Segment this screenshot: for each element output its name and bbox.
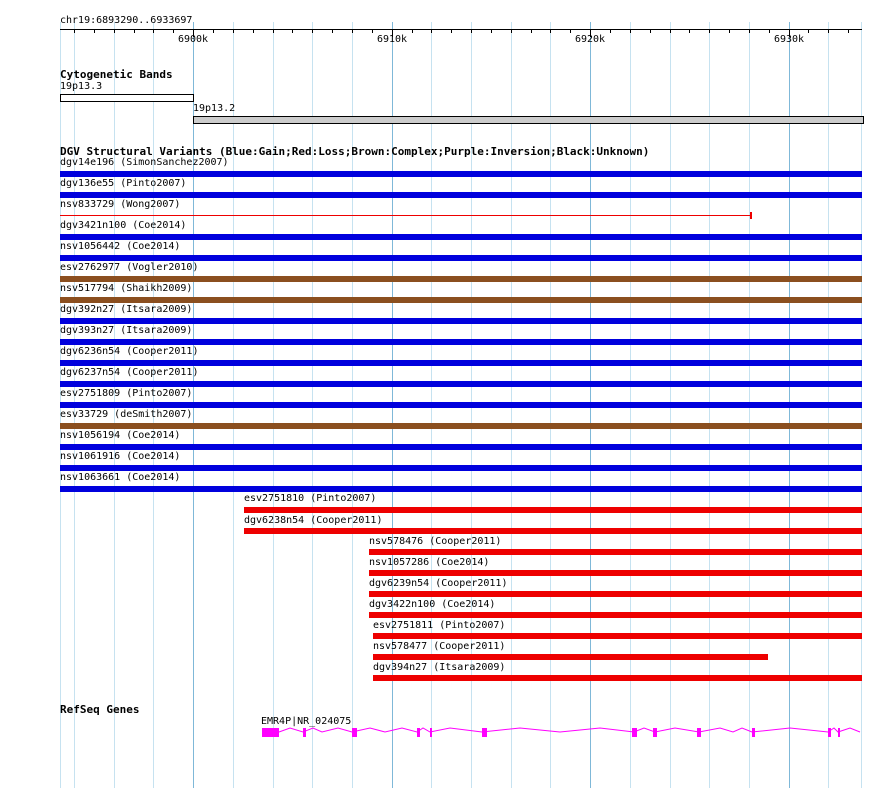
- variant-label: dgv394n27 (Itsara2009): [373, 662, 506, 673]
- ruler-tick: [74, 29, 75, 33]
- ruler-tick-label: 6930k: [773, 34, 805, 45]
- variant-bar[interactable]: [60, 465, 862, 471]
- variant-bar[interactable]: [369, 591, 862, 597]
- variant-bar[interactable]: [60, 423, 862, 429]
- variant-bar[interactable]: [60, 444, 862, 450]
- ruler-tick: [213, 29, 214, 33]
- ruler-tick: [273, 29, 274, 33]
- variant-label: esv2751809 (Pinto2007): [60, 388, 193, 399]
- ruler-tick: [114, 29, 115, 33]
- ruler-tick-label: 6920k: [574, 34, 606, 45]
- variant-label: esv2751811 (Pinto2007): [373, 620, 506, 631]
- ruler-range-label: chr19:6893290..6933697: [60, 15, 193, 26]
- variant-label: nsv1063661 (Coe2014): [60, 472, 181, 483]
- variant-label: nsv578476 (Cooper2011): [369, 536, 502, 547]
- ruler-tick: [670, 29, 671, 33]
- ruler-tick: [511, 29, 512, 33]
- ruler-tick: [749, 29, 750, 33]
- variant-bar[interactable]: [60, 297, 862, 303]
- ruler-tick: [134, 29, 135, 33]
- ruler-tick: [630, 29, 631, 33]
- ruler-tick: [352, 29, 353, 33]
- variant-label: dgv3422n100 (Coe2014): [369, 599, 496, 610]
- variant-bar[interactable]: [373, 675, 862, 681]
- variant-label: dgv14e196 (SimonSanchez2007): [60, 157, 229, 168]
- ruler-tick: [650, 29, 651, 33]
- ruler-tick: [689, 29, 690, 33]
- ruler-tick: [570, 29, 571, 33]
- variant-bar[interactable]: [244, 528, 862, 534]
- ruler-tick: [412, 29, 413, 33]
- ruler-tick: [431, 29, 432, 33]
- ruler-tick: [292, 29, 293, 33]
- variant-bar[interactable]: [60, 192, 862, 198]
- cytoband-label: 19p13.2: [193, 103, 236, 114]
- ruler-tick: [332, 29, 333, 33]
- ruler-tick: [94, 29, 95, 33]
- variant-label: nsv833729 (Wong2007): [60, 199, 181, 210]
- ruler-tick: [491, 29, 492, 33]
- variant-label: nsv1056442 (Coe2014): [60, 241, 181, 252]
- variant-label: nsv1056194 (Coe2014): [60, 430, 181, 441]
- ruler-tick: [372, 29, 373, 33]
- variant-line-end-cap: [750, 212, 752, 219]
- variant-label: dgv6239n54 (Cooper2011): [369, 578, 508, 589]
- variant-bar[interactable]: [60, 360, 862, 366]
- variant-bar[interactable]: [60, 402, 862, 408]
- variant-label: nsv517794 (Shaikh2009): [60, 283, 193, 294]
- ruler-tick: [550, 29, 551, 33]
- variant-label: dgv3421n100 (Coe2014): [60, 220, 187, 231]
- variant-bar[interactable]: [373, 654, 768, 660]
- variant-bar[interactable]: [60, 381, 862, 387]
- variant-label: dgv6238n54 (Cooper2011): [244, 515, 383, 526]
- variant-bar[interactable]: [60, 276, 862, 282]
- variant-bar[interactable]: [60, 318, 862, 324]
- variant-label: dgv136e55 (Pinto2007): [60, 178, 187, 189]
- cytoband-track-title[interactable]: Cytogenetic Bands: [60, 68, 173, 81]
- variant-bar[interactable]: [60, 486, 862, 492]
- variant-bar[interactable]: [60, 255, 862, 261]
- ruler-tick: [153, 29, 154, 33]
- variant-bar[interactable]: [244, 507, 862, 513]
- ruler-tick: [471, 29, 472, 33]
- gene-label: EMR4P|NR_024075: [261, 716, 352, 727]
- cytoband-19p13-2[interactable]: [193, 116, 864, 124]
- ruler-tick: [451, 29, 452, 33]
- variant-label: nsv1057286 (Coe2014): [369, 557, 490, 568]
- cytoband-19p13-3[interactable]: [60, 94, 194, 102]
- ruler-tick: [312, 29, 313, 33]
- variant-label: esv2762977 (Vogler2010): [60, 262, 199, 273]
- ruler-tick: [729, 29, 730, 33]
- ruler-axis: [60, 29, 862, 30]
- ruler-tick: [828, 29, 829, 33]
- variant-label: nsv1061916 (Coe2014): [60, 451, 181, 462]
- ruler-tick: [233, 29, 234, 33]
- ruler-tick: [173, 29, 174, 33]
- ruler-tick: [531, 29, 532, 33]
- refseq-track-title[interactable]: RefSeq Genes: [60, 703, 140, 716]
- variant-bar[interactable]: [373, 633, 862, 639]
- variant-bar[interactable]: [60, 234, 862, 240]
- ruler-tick: [253, 29, 254, 33]
- variant-label: esv2751810 (Pinto2007): [244, 493, 377, 504]
- gene-model-emr4p[interactable]: [0, 724, 890, 744]
- ruler-tick: [709, 29, 710, 33]
- ruler-tick-label: 6900k: [177, 34, 209, 45]
- variant-bar[interactable]: [369, 612, 862, 618]
- variant-line[interactable]: [60, 215, 750, 216]
- variant-label: dgv6236n54 (Cooper2011): [60, 346, 199, 357]
- ruler-tick: [848, 29, 849, 33]
- variant-label: dgv6237n54 (Cooper2011): [60, 367, 199, 378]
- ruler-tick: [769, 29, 770, 33]
- cytoband-label: 19p13.3: [60, 81, 103, 92]
- ruler-tick: [808, 29, 809, 33]
- variant-label: esv33729 (deSmith2007): [60, 409, 193, 420]
- variant-label: dgv392n27 (Itsara2009): [60, 304, 193, 315]
- variant-label: nsv578477 (Cooper2011): [373, 641, 506, 652]
- variant-bar[interactable]: [369, 549, 862, 555]
- dgv-track-title[interactable]: DGV Structural Variants (Blue:Gain;Red:Loss;Brown:Complex;Purple:Inversion;Black:Unknown): [60, 145, 650, 158]
- variant-bar[interactable]: [369, 570, 862, 576]
- variant-label: dgv393n27 (Itsara2009): [60, 325, 193, 336]
- variant-bar[interactable]: [60, 171, 862, 177]
- ruler-tick-label: 6910k: [376, 34, 408, 45]
- variant-bar[interactable]: [60, 339, 862, 345]
- ruler-tick: [610, 29, 611, 33]
